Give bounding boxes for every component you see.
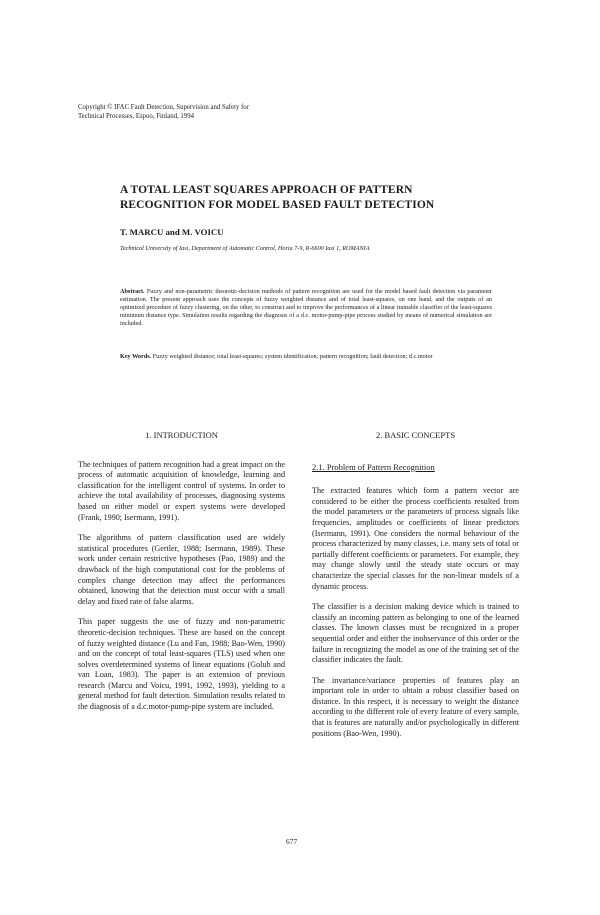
title-line-2: RECOGNITION FOR MODEL BASED FAULT DETECTION (120, 198, 435, 211)
paragraph: The techniques of pattern recognition had a great impact on the process of automatic acquisition of knowledge, learning and classification for the intelligent control of systems. In order to achieve the total availability of processes, diagnosing systems based on either model or expert systems were developed (Frank, 1990; Isermann, 1991). (78, 459, 285, 522)
copyright-notice (78, 104, 338, 121)
title-line-1: A TOTAL LEAST SQUARES APPROACH OF PATTERN (120, 184, 413, 196)
page-number: 677 (286, 837, 298, 846)
paragraph: This paper suggests the use of fuzzy and non-parametric theoretic-decision techniques. These are based on the concept of fuzzy weighted distance (Lu and Fan, 1988; Bao-Wen, 1990) and on the concept of total least-squares (TLS) used when one solves overdetermined systems of linear equations (Golub and van Loan, 1983). The paper is an extension of previous research (Marcu and Voicu, 1991, 1992, 1993), yielding to a general method for fault detection. Simulation results related to the diagnosis of a d.c.motor-pump-pipe system are included. (78, 617, 285, 712)
abstract-label: Abstract. (120, 288, 145, 295)
keywords (120, 353, 492, 361)
keywords-label: Key Words. (120, 353, 152, 360)
right-column (312, 430, 519, 749)
keywords-text: Fuzzy weighted distance; total least-squares; system identification; pattern recognition; fault detection; d.c.motor (152, 353, 433, 360)
paragraph: The classifier is a decision making device which is trained to classify an incoming pattern as belonging to one of the learned classes. The known classes must be recognized in a proper sequential order and either the inobservance of this order or the failure in recognizing the model as one of the training set of the classifier indicates the fault. (312, 602, 519, 665)
paragraph: The invariance/variance properties of features play an important role in order to obtain a robust classifier based on distance. In this respect, it is necessary to weight the distance according to the different role of every feature of every sample, that is features are naturally and/or psychologically in different positions (Bao-Wen, 1990). (312, 675, 519, 738)
paper-authors: T. MARCU and M. VOICU (120, 227, 224, 237)
copyright-line-2: Technical Processes, Espoo, Finland, 1994 (78, 112, 194, 120)
paper-title (120, 183, 540, 212)
abstract (120, 288, 492, 328)
paragraph: The algorithms of pattern classification used are widely statistical procedures (Gertler, 1988; Isermann, 1989). These work under certain restrictive hypotheses (Pao, 1989) and the drawback of the high computational cost for the problems of complex change detection may affect the performances obtained, knowing that the detection must occur with a small delay and fixed rate of false alarms. (78, 533, 285, 606)
author-affiliation: Technical University of Iasi, Department of Automatic Control, Horia 7-9, R-6600 Iasi 1, ROMANIA (120, 245, 370, 252)
section-heading-introduction: 1. INTRODUCTION (145, 430, 218, 440)
abstract-text: Fuzzy and non-parametric theoretic-decision methods of pattern recognition are used for the model based fault detection via parameter estimation. The present approach uses the concepts of fuzzy weighted distance and of total least-squares, on one hand, and the outputs of an optimized procedure of fuzzy clustering, on the other, to construct and to improve the performances of a linear trainable classifier of the least-squares minimum distance type. Simulation results regarding the diagnosis of a d.c. motor-pump-pipe process studied by means of numerical simulation are included. (120, 288, 493, 327)
copyright-line-1: Copyright © IFAC Fault Detection, Supervision and Safety for (78, 104, 249, 111)
section-heading-basic-concepts: 2. BASIC CONCEPTS (375, 430, 456, 440)
left-column (78, 430, 285, 723)
paragraph: The extracted features which form a pattern vector are considered to be either the process coefficients resulted from the model parameters or the parameters of process signals like frequencies, amplitudes or coefficients of linear predictors (Isermann, 1991). One considers the normal behaviour of the process characterized by many classes, i.e. many sets of total or partially different coefficients or parameters. For example, they may change slowly until the steady state occurs or may characterize the special classes for the non-linear models of a dynamic process. (312, 486, 519, 591)
subsection-heading: 2.1. Problem of Pattern Recognition (312, 461, 435, 472)
